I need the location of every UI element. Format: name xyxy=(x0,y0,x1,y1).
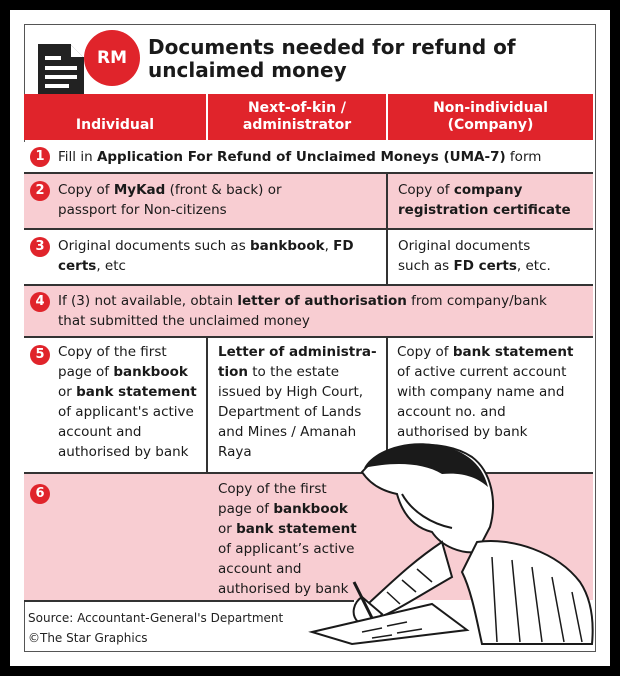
currency-badge: RM xyxy=(84,30,140,86)
row-3-individual-text: Original documents such as bankbook, FD certs, etc xyxy=(58,238,354,274)
row-divider xyxy=(24,336,593,338)
column-header-next-of-kin: Next-of-kin / administrator xyxy=(208,94,386,140)
step-number-2: 2 xyxy=(30,181,50,201)
column-header-individual: Individual xyxy=(24,94,206,140)
page-title: Documents needed for refund of unclaimed money xyxy=(148,35,516,82)
document-icon xyxy=(36,42,86,100)
row-2-company-text: Copy of company registration certificate xyxy=(398,182,571,218)
column-divider xyxy=(386,174,388,284)
row-divider xyxy=(24,228,593,230)
row-5-individual-text: Copy of the first page of bankbook or bank statement of applicant's active account and authorised by bank xyxy=(58,344,197,460)
step-number-4: 4 xyxy=(30,292,50,312)
row-3-company-text: Original documents such as FD certs, etc. xyxy=(398,238,551,274)
row-6-text: Copy of the first page of bankbook or bank statement of applicant’s active account and authorised by bank xyxy=(218,481,357,597)
column-header-company: Non-individual (Company) xyxy=(388,94,593,140)
row-divider xyxy=(24,284,593,286)
row-1-text: Fill in Application For Refund of Unclaimed Moneys (UMA-7) form xyxy=(58,149,542,165)
row-2-individual-text: Copy of MyKad (front & back) or passport for Non-citizens xyxy=(58,182,282,218)
source-line: Source: Accountant-General's Department xyxy=(28,611,284,625)
step-number-6: 6 xyxy=(30,484,50,504)
row-5-company-text: Copy of bank statement of active current account with company name and account no. and authorised by bank xyxy=(397,344,574,440)
step-number-1: 1 xyxy=(30,147,50,167)
row-5-next-of-kin-text: Letter of administra- tion to the estate issued by High Court, Department of Lands and Mines / Amanah Raya xyxy=(218,344,377,460)
row-divider xyxy=(24,172,593,174)
credit-line: ©The Star Graphics xyxy=(28,631,148,645)
step-number-5: 5 xyxy=(30,345,50,365)
step-number-3: 3 xyxy=(30,237,50,257)
row-4-text: If (3) not available, obtain letter of authorisation from company/bank that submitted the unclaimed money xyxy=(58,293,547,329)
column-divider xyxy=(206,338,208,472)
